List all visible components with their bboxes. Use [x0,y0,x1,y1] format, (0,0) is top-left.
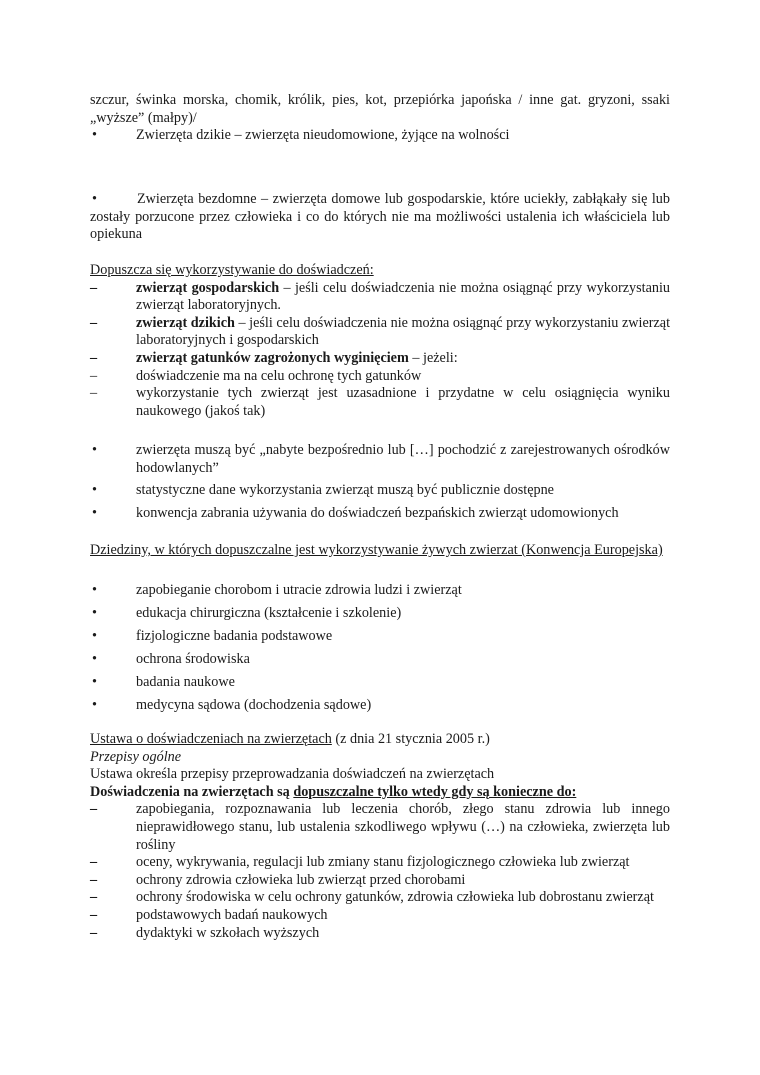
endangered-species-condition: – jeżeli: [408,349,458,366]
bullet-marker: • [92,127,97,144]
dash-marker: – [90,385,98,402]
notes-section [90,442,670,477]
bullet-marker: • [92,505,97,521]
fields-item-4 [90,674,670,692]
dash-marker: – [90,854,98,871]
act-lead [90,784,670,802]
bullet-marker: • [92,191,97,207]
bullet-marker: • [92,628,97,644]
dash-marker: – [90,367,98,384]
field-item [90,605,670,623]
purpose-text: dydaktyki w szkołach wyższych [136,924,320,941]
purpose-text: oceny, wykrywania, regulacji lub zmiany stanu fizjologicznego człowieka lub zwierząt [136,854,630,871]
act-lead-emphasis: dopuszczalne tylko wtedy gdy są konieczne do: [293,783,577,800]
note-item [90,482,670,500]
act-title [90,731,670,749]
fields-item-5 [90,697,670,715]
species-list-line: szczur, świnka morska, chomik, królik, pies, kot, przepiórka japońska / inne gat. gryzoni, ssaki „wyższe” (małpy)/ [90,92,670,126]
dash-marker: – [90,889,98,906]
stray-animals-text: Zwierzęta bezdomne – zwierzęta domowe lub gospodarskie, które uciekły, zabłąkały się lub zostały porzucone przez człowieka i co do których nie ma możliwości ustalenia ich właściciela lub opiekuna [90,191,670,243]
bullet-marker: • [92,605,97,621]
fields-item-2 [90,628,670,646]
act-scope: Ustawa określa przepisy przeprowadzania doświadczeń na zwierzętach [90,766,495,783]
fields-item-0 [90,582,670,600]
bullet-marker: • [92,442,97,458]
field-item [90,582,670,600]
purpose-text: zapobiegania, rozpoznawania lub leczenia chorób, złego stanu zdrowia lub innego nieprawidłowego stanu, lub ustalenia szkodliwego wpływu (…) na człowieka, zwierzęta lub rośliny [136,801,670,853]
purpose-text: podstawowych badań naukowych [136,906,328,923]
stray-animals-section [90,191,670,244]
act-lead-bold: Doświadczenia na zwierzętach są [90,783,294,800]
stray-animals-definition [90,191,670,244]
condition-2-text: wykorzystanie tych zwierząt jest uzasadnione i przydatne w celu osiągnięcia wyniku naukowego (jakoś tak) [136,385,670,419]
endangered-condition-2 [90,385,670,420]
permitted-section [90,262,670,420]
field-item [90,697,670,715]
field-text: edukacja chirurgiczna (kształcenie i szkolenie) [136,605,402,621]
field-text: zapobieganie chorobom i utracie zdrowia ludzi i zwierząt [136,582,462,598]
field-item [90,674,670,692]
dash-marker: – [90,314,98,331]
act-purpose-item [90,907,670,925]
act-purpose-item [90,872,670,890]
act-purpose-item [90,854,670,872]
wild-animals-definition: Zwierzęta dzikie – zwierzęta nieudomowione, żyjące na wolności [136,127,510,144]
permitted-wild-item [90,315,670,350]
endangered-condition-1 [90,368,670,386]
fields-section [90,542,670,560]
field-text: medycyna sądowa (dochodzenia sądowe) [136,697,372,713]
bullet-marker: • [92,482,97,498]
farm-animals-condition: – jeśli celu doświadczenia nie można osiągnąć przy wykorzystaniu zwierząt laboratoryjnych. [136,279,671,314]
act-section [90,731,670,942]
notes-section-2 [90,482,670,500]
act-purpose-item [90,925,670,943]
wild-animals-bold: zwierząt dzikich [136,314,235,331]
bullet-marker: • [92,582,97,598]
condition-1-text: doświadczenie ma na celu ochronę tych gatunków [136,367,422,384]
fields-heading: Dziedziny, w których dopuszczalne jest wykorzystywanie żywych zwierzat (Konwencja Europejska) [90,542,663,558]
note-item [90,442,670,477]
note-text: zwierzęta muszą być „nabyte bezpośrednio lub […] pochodzić z zarejestrowanych ośrodków hodowlanych” [136,442,670,476]
dash-marker: – [90,924,98,941]
note-text: statystyczne dane wykorzystania zwierząt muszą być publicznie dostępne [136,482,554,498]
dash-marker: – [90,801,98,818]
act-title-underlined: Ustawa o doświadczeniach na zwierzętach [90,731,332,747]
wild-animals-condition: – jeśli celu doświadczenia nie można osiągnąć przy wykorzystaniu zwierząt laboratoryjnych i gospodarskich [136,314,671,349]
note-text: konwencja zabrania używania do doświadczeń bezpańskich zwierząt udomowionych [136,505,619,521]
permitted-endangered-item [90,350,670,368]
intro-section [90,92,670,145]
dash-marker: – [90,349,98,366]
field-text: badania naukowe [136,674,235,690]
fields-item-1 [90,605,670,623]
dash-marker: – [90,279,98,296]
farm-animals-bold: zwierząt gospodarskich [136,279,280,296]
act-purpose-item [90,801,670,854]
dash-marker: – [90,906,98,923]
endangered-species-bold: zwierząt gatunków zagrożonych wyginięciem [136,349,409,366]
bullet-marker: • [92,674,97,690]
permitted-heading: Dopuszcza się wykorzystywanie do doświadczeń: [90,262,374,278]
field-text: fizjologiczne badania podstawowe [136,628,333,644]
field-item [90,651,670,669]
dash-marker: – [90,871,98,888]
purpose-text: ochrony zdrowia człowieka lub zwierząt przed chorobami [136,871,466,888]
note-item [90,505,670,523]
act-subheading: Przepisy ogólne [90,748,182,765]
bullet-wild-animals [90,127,670,145]
field-text: ochrona środowiska [136,651,250,667]
act-title-date: (z dnia 21 stycznia 2005 r.) [331,731,490,747]
bullet-marker: • [92,651,97,667]
fields-item-3 [90,651,670,669]
permitted-farm-item [90,280,670,315]
notes-section-3 [90,505,670,523]
act-purpose-item [90,889,670,907]
field-item [90,628,670,646]
purpose-text: ochrony środowiska w celu ochrony gatunków, zdrowia człowieka lub dobrostanu zwierząt [136,889,654,906]
bullet-marker: • [92,697,97,713]
